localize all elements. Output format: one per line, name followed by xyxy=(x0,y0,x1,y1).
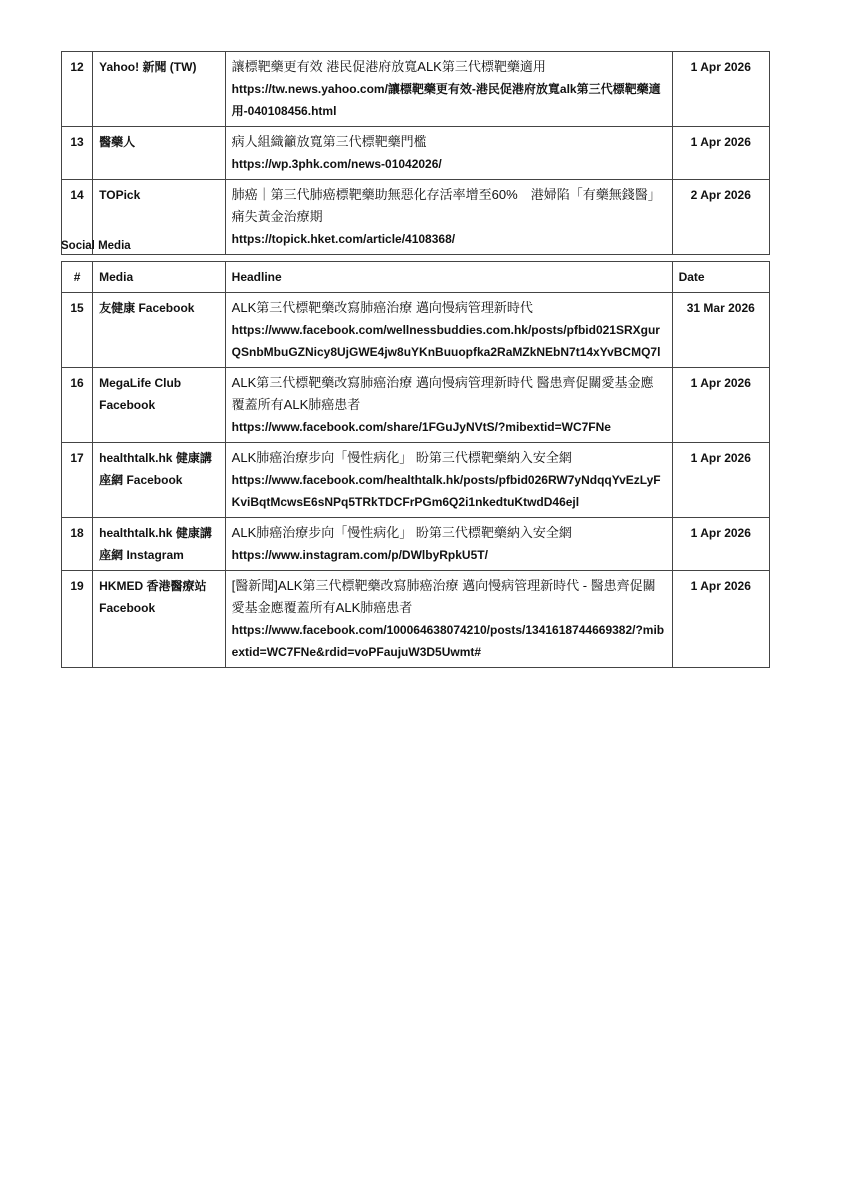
row-number: 17 xyxy=(62,443,93,518)
article-link[interactable]: https://tw.news.yahoo.com/讓標靶藥更有效-港民促港府放寬alk第三代標靶藥適用-040108456.html xyxy=(231,82,661,118)
post-link[interactable]: https://www.facebook.com/100064638074210/posts/1341618744669382/?mibextid=WC7FNe&rdid=voPFaujuW3D5Uwmt# xyxy=(231,623,665,659)
row-number: 14 xyxy=(62,180,93,255)
table-row xyxy=(62,571,770,668)
headline-cell xyxy=(225,180,672,255)
headline-cell xyxy=(225,293,672,368)
table-row xyxy=(62,368,770,443)
article-link[interactable]: https://topick.hket.com/article/4108368/ xyxy=(231,232,456,246)
column-header-date: Date xyxy=(672,262,769,293)
headline-cell xyxy=(225,127,672,180)
media-name: MegaLife Club Facebook xyxy=(93,368,226,443)
table-row xyxy=(62,180,770,255)
media-name: TOPick xyxy=(93,180,226,255)
media-coverage-table-top xyxy=(61,51,770,255)
column-header-headline: Headline xyxy=(225,262,672,293)
headline-text: 讓標靶藥更有效 港民促港府放寬ALK第三代標靶藥適用 xyxy=(231,59,546,74)
publish-date: 2 Apr 2026 xyxy=(672,180,769,255)
headline-text: ALK第三代標靶藥改寫肺癌治療 邁向慢病管理新時代 醫患齊促關愛基金應覆蓋所有ALK肺癌患者 xyxy=(231,375,654,412)
publish-date: 1 Apr 2026 xyxy=(672,571,769,668)
row-number: 12 xyxy=(62,52,93,127)
headline-cell xyxy=(225,52,672,127)
post-link[interactable]: https://www.facebook.com/healthtalk.hk/posts/pfbid026RW7yNdqqYvEzLyFKviBqtMcwsE6sNPq5TRkTDCFrPGm6Q2i1nkedtuKtwdD46ejl xyxy=(231,473,661,509)
publish-date: 1 Apr 2026 xyxy=(672,368,769,443)
headline-text: 肺癌｜第三代肺癌標靶藥助無惡化存活率增至60% 港婦陷「有藥無錢醫」痛失黃金治療期 xyxy=(231,187,661,224)
media-name: healthtalk.hk 健康講座網 Facebook xyxy=(93,443,226,518)
headline-cell xyxy=(225,443,672,518)
headline-text: ALK肺癌治療步向「慢性病化」 盼第三代標靶藥納入安全網 xyxy=(231,525,572,540)
row-number: 13 xyxy=(62,127,93,180)
table-row xyxy=(62,52,770,127)
headline-text: [醫新聞]ALK第三代標靶藥改寫肺癌治療 邁向慢病管理新時代 - 醫患齊促關愛基金應覆蓋所有ALK肺癌患者 xyxy=(231,578,656,615)
media-name: healthtalk.hk 健康講座網 Instagram xyxy=(93,518,226,571)
media-name: HKMED 香港醫療站 Facebook xyxy=(93,571,226,668)
social-media-table xyxy=(61,261,770,668)
row-number: 19 xyxy=(62,571,93,668)
table-row xyxy=(62,443,770,518)
headline-cell xyxy=(225,571,672,668)
column-header-number: # xyxy=(62,262,93,293)
section-heading-social-media: Social Media xyxy=(61,240,131,252)
table-header-row xyxy=(62,262,770,293)
media-name: 友健康 Facebook xyxy=(93,293,226,368)
media-name: 醫藥人 xyxy=(93,127,226,180)
table-row xyxy=(62,127,770,180)
media-name: Yahoo! 新聞 (TW) xyxy=(93,52,226,127)
publish-date: 1 Apr 2026 xyxy=(672,127,769,180)
publish-date: 1 Apr 2026 xyxy=(672,443,769,518)
row-number: 16 xyxy=(62,368,93,443)
post-link[interactable]: https://www.instagram.com/p/DWlbyRpkU5T/ xyxy=(231,548,488,562)
headline-text: 病人組織籲放寬第三代標靶藥門檻 xyxy=(231,134,427,149)
post-link[interactable]: https://www.facebook.com/wellnessbuddies.com.hk/posts/pfbid021SRXgurQSnbMbuGZNicy8UjGWE4jw8uYKnBuuopfka2RaMZkNEbN7t14xYvBCMQ7l xyxy=(231,323,661,359)
column-header-media: Media xyxy=(93,262,226,293)
table-row xyxy=(62,293,770,368)
publish-date: 1 Apr 2026 xyxy=(672,518,769,571)
publish-date: 1 Apr 2026 xyxy=(672,52,769,127)
headline-text: ALK肺癌治療步向「慢性病化」 盼第三代標靶藥納入安全網 xyxy=(231,450,572,465)
article-link[interactable]: https://wp.3phk.com/news-01042026/ xyxy=(231,157,442,171)
row-number: 15 xyxy=(62,293,93,368)
publish-date: 31 Mar 2026 xyxy=(672,293,769,368)
table-row xyxy=(62,518,770,571)
headline-cell xyxy=(225,518,672,571)
post-link[interactable]: https://www.facebook.com/share/1FGuJyNVtS/?mibextid=WC7FNe xyxy=(231,420,611,434)
headline-cell xyxy=(225,368,672,443)
row-number: 18 xyxy=(62,518,93,571)
headline-text: ALK第三代標靶藥改寫肺癌治療 邁向慢病管理新時代 xyxy=(231,300,533,315)
